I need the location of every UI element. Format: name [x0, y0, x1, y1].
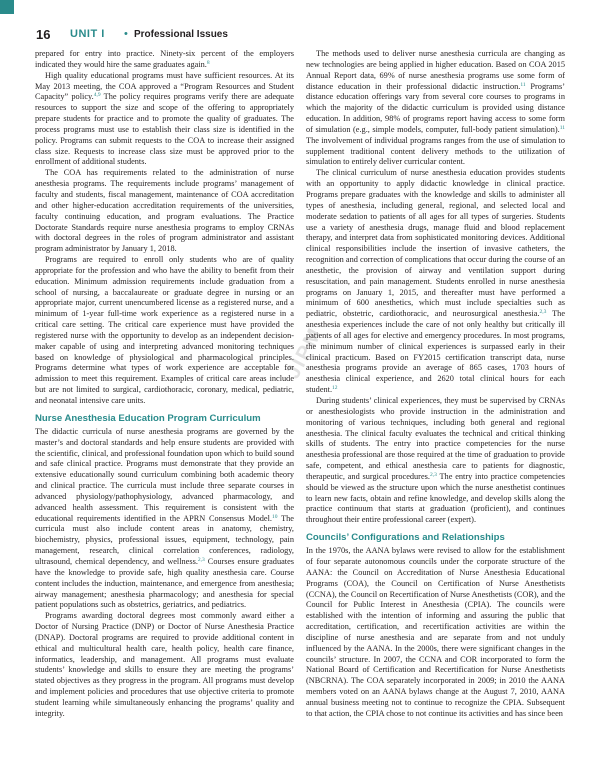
right-column — [306, 49, 565, 761]
paragraph: Programs are required to enroll only students who are of quality appropriate for the profession and who have the ability to benefit from their education. Minimum admission requirements include graduation from a school of nursing, a baccalaureate or graduate degree in nursing or an appropriate major, current unencumbered license as a registered nurse, and a minimum of 1-year full-time work experience as a registered nurse in a critical care setting. The critical care experience must have provided the registered nurse with the opportunity to develop as an independent decision-maker capable of using and interpreting advanced monitoring techniques based on knowledge of physiological and pharmacological principles. Programs determine what types of work experience are acceptable for admission to meet this requirement. Examples of critical care areas include but are not limited to surgical, cardiothoracic, coronary, medical, pediatric, and neonatal intensive care units. — [35, 255, 294, 405]
header-separator: • — [124, 28, 128, 40]
page-number: 16 — [36, 27, 51, 42]
corner-color-tab — [0, 0, 14, 14]
citation: 11 — [559, 124, 565, 131]
section-heading: Councils’ Configurations and Relationships — [306, 532, 505, 544]
citation: 2,3 — [429, 471, 437, 478]
citation: 11 — [520, 81, 526, 88]
paragraph: prepared for entry into practice. Ninety-six percent of the employers indicated they would hire the same graduates again.$^8$ — [35, 49, 294, 69]
paragraph: The clinical curriculum of nurse anesthesia education provides students with an opportunity to apply didactic knowledge in clinical practice. Programs prepare graduates with the knowledge and skills to administer all types of anesthesia, including general, regional, and selected local and moderate sedation to patients of all ages for all types of surgeries. Students use a variety of anesthesia drugs, manage fluid and blood replacement therapy, and interpret data from sophisticated monitoring devices. Additional clinical responsibilities include the insertion of invasive catheters, the recognition and correction of complications that occur during the course of an anesthetic, the provision of airway and ventilation support during resuscitation, and pain management. Students enrolled in nurse anesthesia programs on January 1, 2015, and thereafter must have performed a minimum of 600 anesthetics, which must include specialties such as pediatric, obstetric, cardiothoracic, and neurosurgical anesthesia.$^{2,3}$ The anesthesia experiences include the care of not only healthy but critically ill patients of all ages for elective and emergency procedures. In most programs, the minimum number of clinical experiences is surpassed early in their clinical practicum. Based on FY2015 certification transcript data, nurse anesthesia programs provide an average of 865 cases, 1703 hours of anesthesia clinical experience, and 2620 total clinical hours for each student.$^{12}$ — [306, 168, 565, 395]
paragraph: The didactic curricula of nurse anesthesia programs are governed by the master’s and doctoral standards and help ensure students are provided with the scientific, clinical, and professional foundation upon which to build sound and safe clinical practice. Programs must demonstrate that they provide an extensive educationally sound curriculum combining both academic theory and clinical practice. The curricula must include three separate courses in advanced physiology/pathophysiology, advanced pharmacology, and advanced health assessment. This requirement is consistent with the educational requirements identified in the APRN Consensus Model.$^{10}$ The curricula must also include content areas in anatomy, chemistry, biochemistry, physics, professional issues, equipment, technology, pain management, research, clinical correlation conferences, radiology, ultrasound, chemical dependency, and wellness.$^{2,3}$ Courses ensure graduates have the knowledge to provide safe, high quality anesthesia care. Course content includes the induction, maintenance, and emergence from anesthesia; airway management; anesthesia pharmacology; and anesthesia for special patient populations such as obstetrics, geriatrics, and pediatrics. — [35, 426, 294, 610]
citation: 12 — [332, 385, 338, 392]
running-header — [36, 27, 566, 43]
paragraph: In the 1970s, the AANA bylaws were revised to allow for the establishment of four separate autonomous councils under the corporate structure of the AANA: the Council on Accreditation of Nurse Anesthesia Educational Programs (COA), the Council on Certification of Nurse Anesthetists (CCNA), the Council on Recertification of Nurse Anesthetists (COR), and the Council for Public Interest in Anesthesia (CPIA). The councils were established with the intention of informing and assuring the public that accreditation, certification, and recertification activities are within the discipline of nurse anesthesia and are separate from and not unduly influenced by the AANA. In the 2000s, there were significant changes in the councils’ structure. In 2007, the CCNA and COR incorporated to form the National Board of Certification and Recertification for Nurse Anesthetists (NBCRNA). The COA separately incorporated in 2009; in 2010 the AANA members voted on an AANA bylaws change at the August 7, 2010, AANA annual business meeting not to continue to recognize the CPIA. Subsequent to that action, the CPIA chose to not continue its activities and has since been — [306, 546, 565, 718]
paragraph: During students’ clinical experiences, they must be supervised by CRNAs or anesthesiologists who provide instruction in the administration and monitoring of various techniques, including both general and regional anesthesia. The clinical faculty evaluates the technical and critical thinking skills of students. The entry into practice competencies for the nurse anesthesia professional are those required at the time of graduation to provide safe, competent, and ethical anesthesia care to patients for diagnostic, therapeutic, and surgical procedures.$^{2,3}$ The entry into practice competencies should be viewed as the structure upon which the nurse anesthetist continues to learn new facts, obtain and refine knowledge, and develop skills along the practice continuum that starts at graduation (proficient), and continues throughout their entire professional career (expert). — [306, 396, 565, 525]
paragraph: Programs awarding doctoral degrees most commonly award either a Doctor of Nursing Practice (DNP) or Doctor of Nurse Anesthesia Practice (DNAP). Doctoral programs are required to provide additional content in ethical and multicultural health care, health policy, health care finance, informatics, leadership, and management. All programs must evaluate students’ knowledge and skills to ensure they are meeting the programs’ stated objectives as they progress in the program. All programs must develop and implement policies and procedures that use objective criteria to promote student learning while simultaneously enhancing the programs’ quality and integrity. — [35, 611, 294, 718]
paragraph: High quality educational programs must have sufficient resources. At its May 2013 meeting, the COA approved a “Program Resources and Student Capacity” policy.$^{4,9}$ The policy requires programs verify there are adequate resources to support the size and scope of the offering to appropriately prepare students for practice and to promote the quality of graduates. The process programs must use to establish their class size is identified in the policy. Programs can submit requests to the COA to increase their assigned class size. Requests to increase class size must be approved prior to the enrollment of additional students. — [35, 70, 294, 167]
section-heading: Nurse Anesthesia Education Program Curriculum — [35, 412, 261, 424]
citation: 10 — [272, 513, 278, 520]
watermark: JIPM — [282, 323, 328, 383]
citation: 4,9 — [93, 92, 101, 99]
paragraph: The methods used to deliver nurse anesthesia curricula are changing as new technologies are being applied in higher education. Based on COA 2015 Annual Report data, 69% of nurse anesthesia programs use some form of distance education in their professional didactic instruction.$^{11}$ Programs’ distance education offerings vary from several core courses to programs in which the majority of the didactic curriculum is provided using distance education. In addition, 98% of programs report having access to some form of simulation (e.g., simple models, computer, full-body patient simulation).$^{11}$ The involvement of individual programs ranges from the use of simulation to supplement traditional content delivery methods to the utilization of simulation to entirely deliver curricular content. — [306, 49, 565, 167]
section-title: Professional Issues — [134, 29, 228, 40]
paragraph: The COA has requirements related to the administration of nurse anesthesia programs. The requirements include programs’ management of faculty and students, fiscal management, maintenance of COA accreditation and other higher-education accreditation requirements of the universities, faculty continuing education, and program evaluations. The Practice Doctorate Standards require nurse anesthesia programs to employ CRNAs with doctoral degrees in the roles of program administrator and assistant program administrator by January 1, 2018. — [35, 168, 294, 254]
unit-label: UNIT I — [70, 28, 105, 40]
citation: 2,3 — [539, 309, 547, 316]
left-column — [35, 49, 294, 761]
citation: 2,3 — [197, 556, 205, 563]
citation: 8 — [206, 59, 210, 66]
